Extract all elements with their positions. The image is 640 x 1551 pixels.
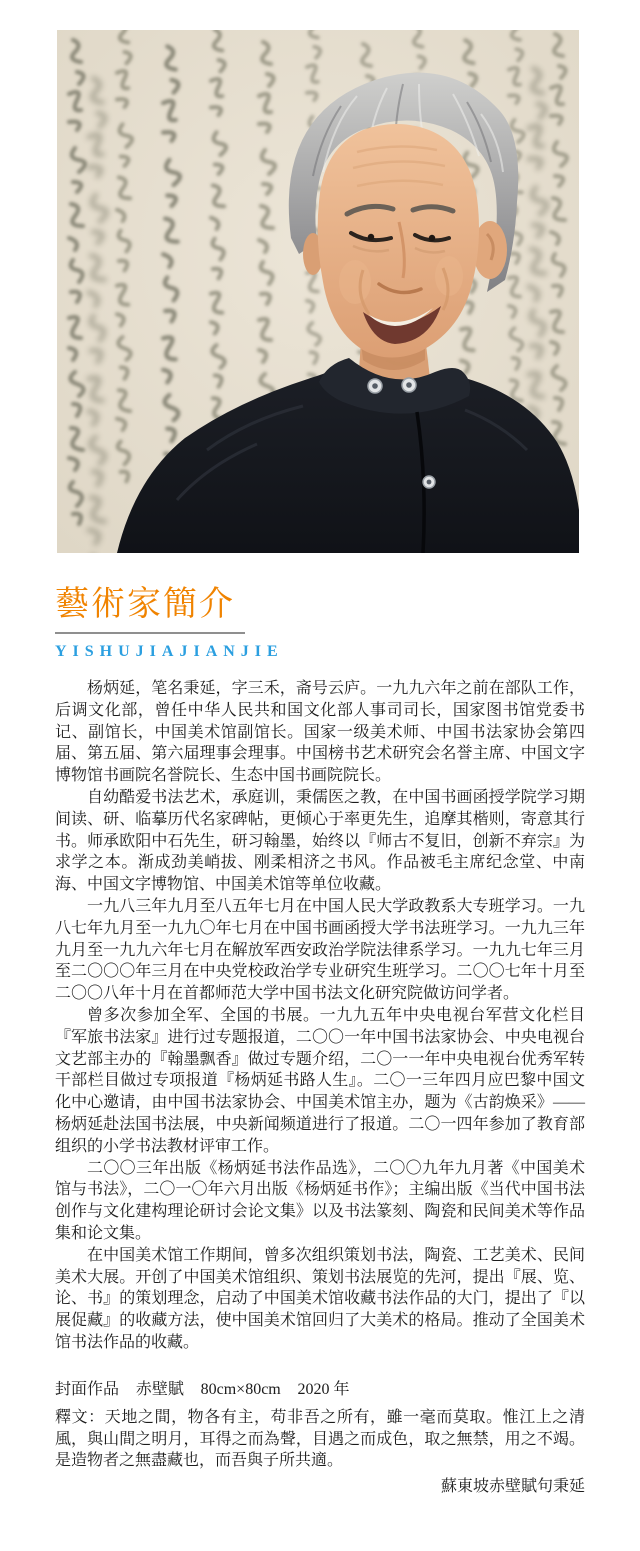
interpretation-label: 釋文： [55,1408,105,1426]
cover-work-caption [55,1379,585,1401]
bio-paragraph: 二〇〇三年出版《杨炳延书法作品选》，二〇〇九年九月著《中国美术馆与书法》，二〇一〇年六月出版《杨炳延书作》；主编出版《当代中国书法创作与文化建构理论研讨会论文集》以及书法篆刻、陶瓷和民间美术等作品集和论文集。 [55,1159,585,1242]
bio-paragraph: 曾多次参加全军、全国的书展。一九九五年中央电视台军营文化栏目『军旅书法家』进行过专题报道，二〇〇一年中国书法家协会、中央电视台文艺部主办的『翰墨飘香』做过专题介绍，二〇一一年中央电视台优秀军转干部栏目做过专项报道『杨炳延书路人生』。二〇一三年四月应巴黎中国文化中心邀请，由中国书法家协会、中国美术馆主办，题为《古韵焕采》——杨炳延赴法国书法展，中央新闻频道进行了报道。二〇一四年参加了教育部组织的小学书法教材评审工作。 [55,1006,585,1155]
section-subtitle-pinyin: YISHUJIAJIANJIE [55,643,284,660]
cover-work-title: 赤壁賦 [135,1380,184,1398]
biography-text [55,678,585,1354]
cover-work-size: 80cm×80cm [200,1380,281,1398]
artist-portrait-photo [57,30,579,553]
interpretation-paragraph [55,1407,585,1472]
bio-paragraph: 自幼酷爱书法艺术，承庭训，秉儒医之教，在中国书画函授学院学习期间读、研、临摹历代名家碑帖，更倾心于率更先生，追摩其楷则，寄意其行书。师承欧阳中石先生，研习翰墨，始终以『师古不复旧，创新不弃宗』为求学之本。渐成劲美峭拔、刚柔相济之书风。作品被毛主席纪念堂、中南海、中国文字博物馆、中国美术馆等单位收藏。 [55,788,585,894]
bio-paragraph: 一九八三年九月至八五年七月在中国人民大学政教系大专班学习。一九八七年九月至一九九〇年七月在中国书画函授大学书法班学习。一九九三年九月至一九九六年七月在解放军西安政治学院法律系学习。一九九七年三月至二〇〇〇年三月在中央党校政治学专业研究生班学习。二〇〇七年十月至二〇〇八年十月在首都师范大学中国书法文化研究院做访问学者。 [55,897,585,1003]
interpretation-text: 天地之間，物各有主，苟非吾之所有，雖一毫而莫取。惟江上之清風，與山間之明月，耳得之而為聲，目遇之而成色，取之無禁，用之不竭。是造物者之無盡藏也，而吾與子所共適。 [55,1408,585,1470]
cover-work-year: 2020 年 [297,1380,350,1398]
bio-paragraph: 杨炳延，笔名秉延，字三禾，斋号云庐。一九九六年之前在部队工作，后调文化部，曾任中华人民共和国文化部人事司司长，国家图书馆党委书记、副馆长，中国美术馆副馆长。国家一级美术师、中国书法家协会第四届、第五届、第六届理事会理事。中国榜书艺术研究会名誉主席、中国文字博物馆书画院名誉院长、生态中国书画院院长。 [55,680,585,785]
portrait-illustration [57,30,579,553]
signature-line: 蘇東坡赤壁賦句秉延 [440,1478,585,1496]
article-content [55,584,585,1498]
cover-work-block [55,1379,585,1498]
bio-paragraph: 在中国美术馆工作期间，曾多次组织策划书法，陶瓷、工艺美术、民间美术大展。开创了中国美术馆组织、策划书法展览的先河，提出『展、览、论、书』的策划理念，启动了中国美术馆收藏书法作品的大门，提出了『以展促藏』的收藏方法，使中国美术馆回归了大美术的格局。推动了全国美术馆书法作品的收藏。 [55,1246,585,1351]
title-divider [55,632,245,634]
section-title: 藝術家簡介 [55,586,235,623]
cover-work-label: 封面作品 [55,1380,120,1398]
